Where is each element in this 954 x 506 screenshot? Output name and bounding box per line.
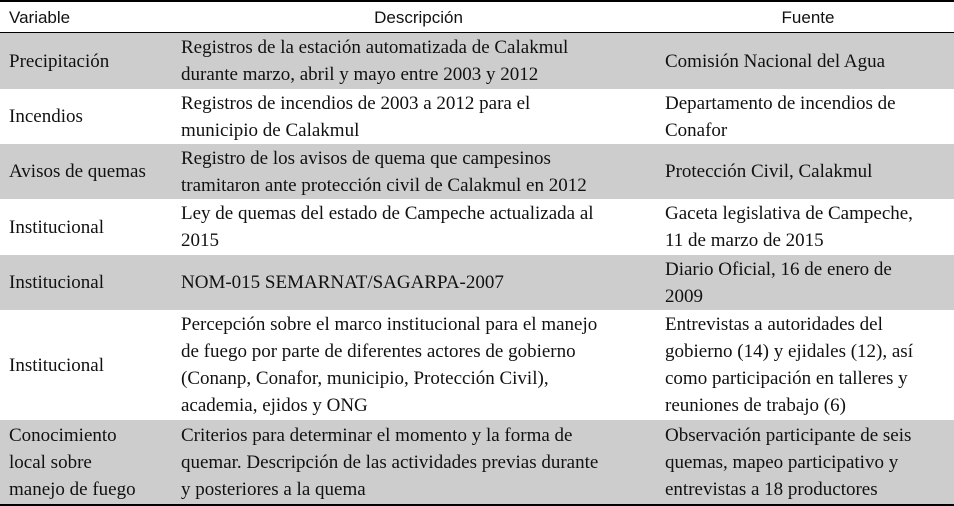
cell-line: quemar. Descripción de las actividades previas durante xyxy=(181,451,599,473)
cell-line: entrevistas a 18 productores xyxy=(665,478,878,500)
cell-line: 2009 xyxy=(665,285,703,307)
table-row xyxy=(0,33,954,89)
cell-line: Institucional xyxy=(9,272,104,293)
cell-descripcion xyxy=(181,310,656,420)
cell-descripcion xyxy=(181,420,656,504)
cell-line: y posteriores a la quema xyxy=(181,478,366,500)
table-row xyxy=(0,144,954,199)
header-descripcion: Descripción xyxy=(374,7,463,27)
cell-line: Incendios xyxy=(9,106,83,127)
header-variable: Variable xyxy=(9,7,71,27)
cell-line: Percepción sobre el marco institucional para el manejo xyxy=(181,314,598,335)
cell-variable xyxy=(9,33,177,89)
cell-line: Registros de incendios de 2003 a 2012 para el xyxy=(181,92,531,114)
cell-fuente xyxy=(665,255,951,310)
cell-line: Comisión Nacional del Agua xyxy=(665,50,886,72)
cell-variable xyxy=(9,420,177,504)
cell-line: Criterios para determinar el momento y la forma de xyxy=(181,424,573,446)
cell-line: Conocimiento xyxy=(9,424,117,446)
cell-line: Institucional xyxy=(9,354,104,376)
cell-line: Gaceta legislativa de Campeche, xyxy=(665,203,913,224)
cell-line: academia, ejidos y ONG xyxy=(181,395,368,416)
cell-line: Avisos de quemas xyxy=(9,161,146,182)
table-row xyxy=(0,420,954,504)
cell-line: manejo de fuego xyxy=(9,478,136,500)
cell-line: tramitaron ante protección civil de Calakmul en 2012 xyxy=(181,174,587,196)
cell-variable xyxy=(9,199,177,255)
cell-line: quemas, mapeo participativo y xyxy=(665,451,899,473)
cell-line: durante marzo, abril y mayo entre 2003 y 2012 xyxy=(181,64,539,85)
cell-line: reuniones de trabajo (6) xyxy=(665,395,846,416)
cell-variable xyxy=(9,144,177,199)
cell-line: 2015 xyxy=(181,230,219,251)
cell-line: gobierno (14) y ejidales (12), así xyxy=(665,341,913,362)
cell-line: local sobre xyxy=(9,451,92,473)
table-row xyxy=(0,199,954,255)
cell-line: Conafor xyxy=(665,119,728,141)
cell-variable xyxy=(9,89,177,144)
cell-descripcion xyxy=(181,199,656,255)
table-header-row xyxy=(0,2,954,33)
table-row xyxy=(0,255,954,310)
cell-fuente xyxy=(665,310,951,420)
cell-line: Diario Oficial, 16 de enero de xyxy=(665,258,892,280)
cell-line: Departamento de incendios de xyxy=(665,92,896,114)
cell-variable xyxy=(9,310,177,420)
cell-line: (Conanp, Conafor, municipio, Protección Civil), xyxy=(181,368,549,389)
cell-line: Registros de la estación automatizada de Calakmul xyxy=(181,37,569,58)
cell-line: como participación en talleres y xyxy=(665,368,908,389)
cell-line: de fuego por parte de diferentes actores de gobierno xyxy=(181,341,576,362)
cell-variable xyxy=(9,255,177,310)
cell-line: NOM-015 SEMARNAT/SAGARPA-2007 xyxy=(181,272,504,293)
cell-line: Ley de quemas del estado de Campeche actualizada al xyxy=(181,203,594,224)
cell-fuente xyxy=(665,420,951,504)
header-fuente: Fuente xyxy=(781,7,835,27)
cell-line: Entrevistas a autoridades del xyxy=(665,314,883,335)
cell-descripcion xyxy=(181,255,656,310)
cell-fuente xyxy=(665,199,951,255)
cell-line: Institucional xyxy=(9,216,104,238)
cell-line: Protección Civil, Calakmul xyxy=(665,161,873,182)
cell-descripcion xyxy=(181,33,656,89)
cell-descripcion xyxy=(181,89,656,144)
cell-line: municipio de Calakmul xyxy=(181,119,360,141)
cell-fuente xyxy=(665,33,951,89)
table-row xyxy=(0,89,954,144)
table-row xyxy=(0,310,954,420)
cell-fuente xyxy=(665,144,951,199)
cell-descripcion xyxy=(181,144,656,199)
cell-line: Precipitación xyxy=(9,50,110,72)
cell-line: Registro de los avisos de quema que campesinos xyxy=(181,147,551,169)
cell-line: 11 de marzo de 2015 xyxy=(665,230,824,251)
cell-fuente xyxy=(665,89,951,144)
cell-line: Observación participante de seis xyxy=(665,424,912,446)
